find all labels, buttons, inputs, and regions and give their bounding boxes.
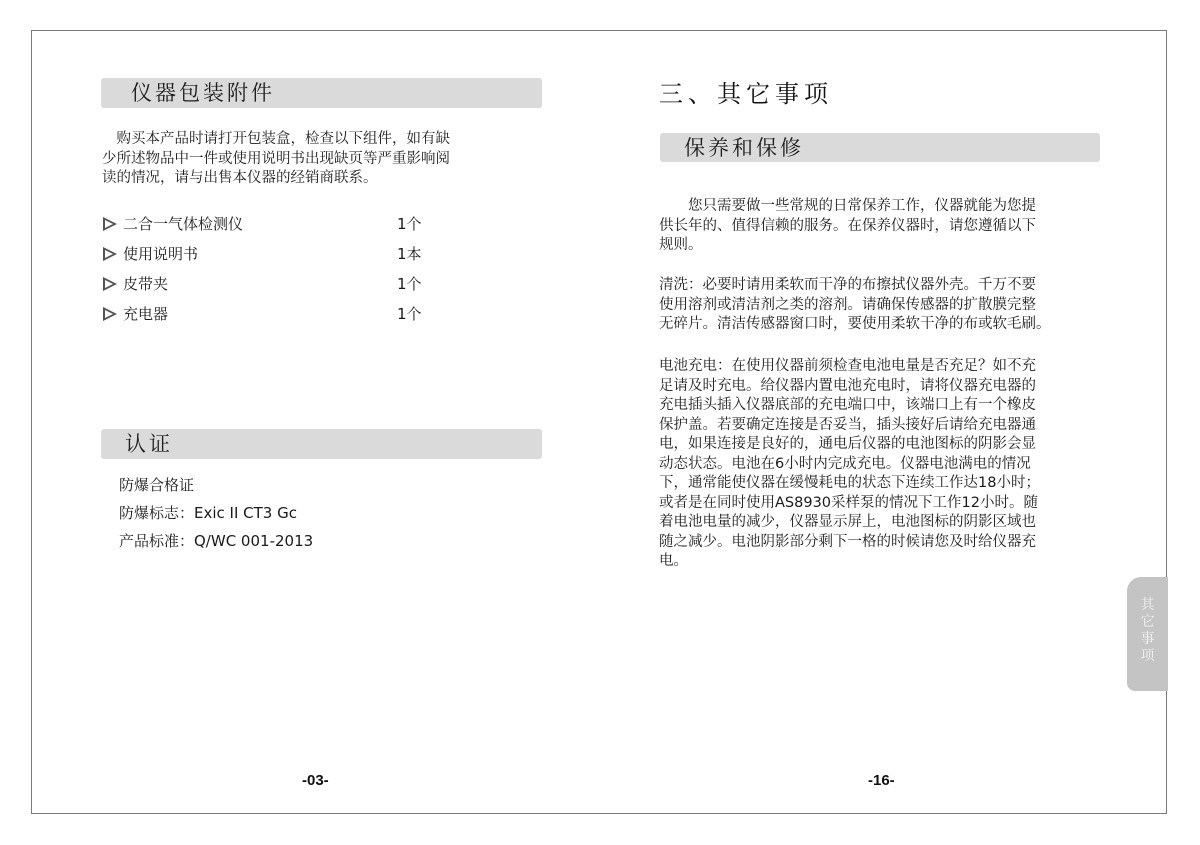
list-item: 皮带夹 1个: [103, 273, 443, 303]
cert-line: 防爆合格证: [119, 476, 195, 494]
chapter-side-tab[interactable]: 其 它 事 项: [1127, 577, 1168, 691]
list-item: 二合一气体检测仪 1个: [103, 213, 443, 243]
cert-line: 产品标准：Q/WC 001-2013: [119, 532, 314, 550]
arrow-bullet-icon: [103, 247, 117, 261]
list-item: 使用说明书 1本: [103, 243, 443, 273]
section-title: 认证: [125, 432, 173, 456]
accessory-list: [103, 213, 443, 333]
section-header-packaging: [101, 78, 542, 108]
charging-paragraph: 电池充电：在使用仪器前须检查电池电量是否充足？如不充 足请及时充电。给仪器内置电池充电时，请将仪器充电器的 充电插头插入仪器底部的充电端口中，该端口上有一个橡皮 保护盖。若要确定连接是否妥当，插头接好后请给充电器通 电，如果连接是良好的，通电后仪器的电池图标的阴影会显 动态状态。电池在6小时内完成充电。仪器电池满电的情况 下，通常能使仪器在缓慢耗电的状态下连续工作达18小时； 或者是在同时使用AS8930采样泵的情况下工作12小时。随 着电池电量的减少，仪器显示屏上，电池图标的阴影区域也 随之减少。电池阴影部分剩下一格的时候请您及时给仪器充 电。: [659, 358, 1040, 569]
page-number-right: -16-: [868, 772, 895, 789]
section-title: 保养和保修: [684, 136, 804, 160]
cleaning-paragraph: 清洗：必要时请用柔软而干净的布擦拭仪器外壳。千万不要 使用溶剂或清洁剂之类的溶剂。请确保传感器的扩散膜完整 无碎片。清洁传感器窗口时，要使用柔软干净的布或软毛刷。: [659, 277, 1051, 332]
section-header-maintenance: [660, 133, 1100, 162]
maintenance-intro: 您只需要做一些常规的日常保养工作，仪器就能为您提 供长年的、值得信赖的服务。在保养仪器时，请您遵循以下 规则。: [659, 198, 1036, 253]
page-number-left: -03-: [302, 772, 329, 789]
chapter-title: 三、其它事项: [659, 80, 833, 108]
arrow-bullet-icon: [103, 307, 117, 321]
arrow-bullet-icon: [103, 277, 117, 291]
packaging-intro: 购买本产品时请打开包装盒，检查以下组件，如有缺 少所述物品中一件或使用说明书出现缺页等严重影响阅 读的情况，请与出售本仪器的经销商联系。: [102, 131, 450, 186]
arrow-bullet-icon: [103, 217, 117, 231]
list-item: 充电器 1个: [103, 303, 443, 333]
section-header-certification: [101, 429, 542, 459]
section-title: 仪器包装附件: [131, 81, 275, 105]
certification-info: [119, 474, 313, 558]
cert-line: 防爆标志：Exic II CT3 Gc: [119, 504, 297, 522]
